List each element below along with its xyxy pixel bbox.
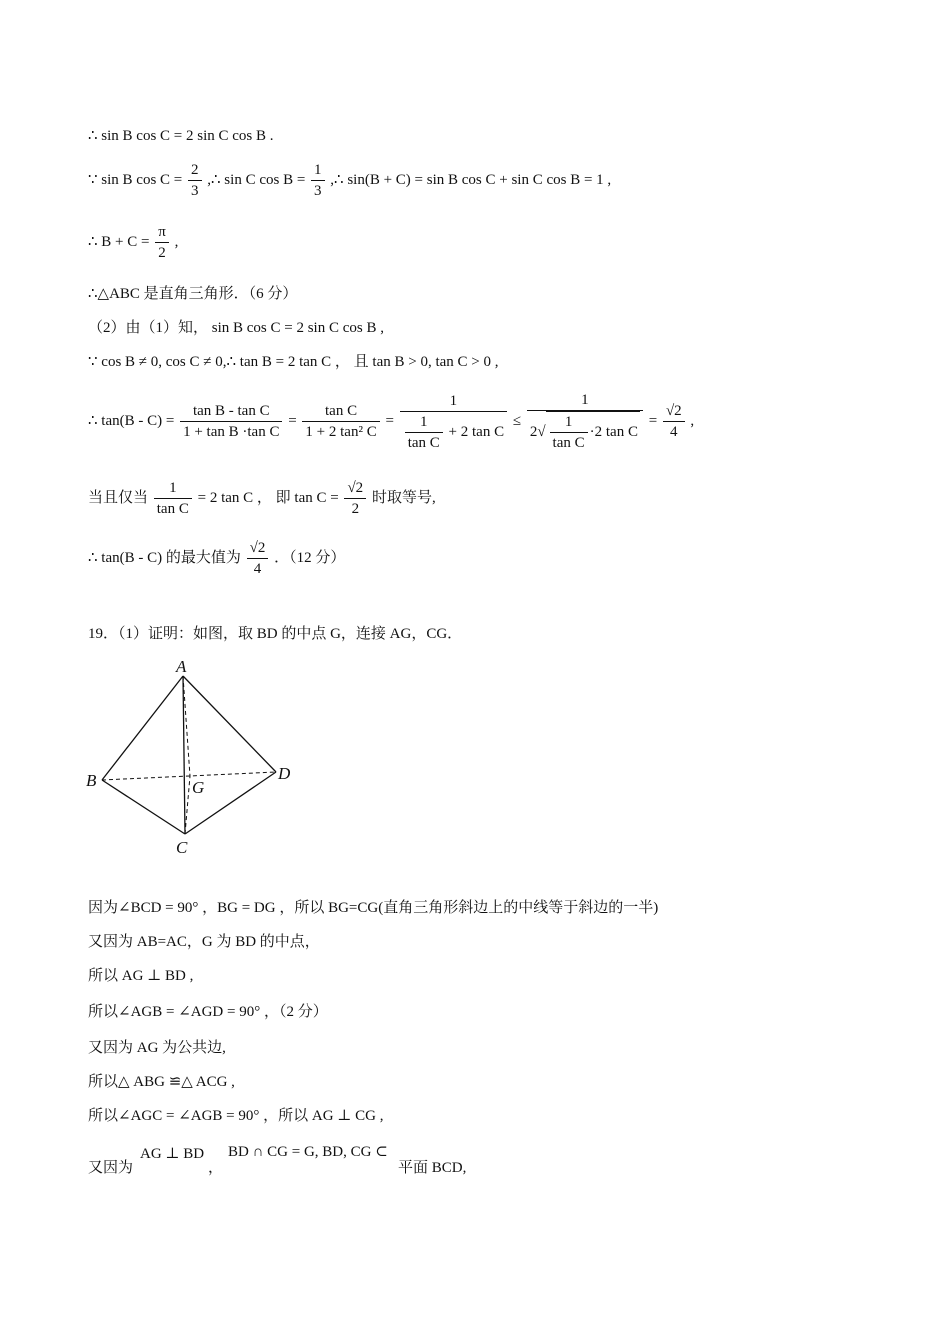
edge-ad [183, 676, 276, 772]
line-2-part-a: ∵ sin B cos C = [88, 171, 183, 188]
fraction-tan-diff [180, 401, 282, 442]
line-18-part-e: 平面 BCD, [398, 1160, 467, 1176]
fraction-numerator: 1 [311, 160, 325, 181]
label-d: D [278, 764, 291, 783]
equals-sign: = [385, 412, 394, 429]
line-3 [88, 222, 178, 263]
line-8-part-a: 当且仅当 [88, 489, 149, 506]
line-2-part-c: ,∴ sin(B + C) = sin B cos C + sin C cos B = 1 , [330, 171, 612, 188]
fraction-sqrt2-2 [344, 478, 366, 519]
line-8 [88, 478, 436, 519]
fraction-denominator: 4 [670, 424, 678, 440]
fraction-numerator: tan B - tan C [180, 401, 282, 422]
line-18-part-b: AG ⊥ BD [140, 1146, 205, 1162]
edge-ab [102, 676, 183, 780]
line-6: ∵ cos B ≠ 0, cos C ≠ 0,∴ tan B = 2 tan C ， 且 tan B > 0, tan C > 0 , [88, 354, 499, 370]
coefficient: 2 [529, 423, 538, 440]
fraction-1-tanc [154, 478, 192, 519]
label-g: G [192, 778, 205, 797]
fraction-denominator: 1 + tan B ·tan C [183, 424, 280, 440]
label-c: C [176, 838, 188, 857]
line-2 [88, 160, 611, 201]
line-10: 19．（1）证明：如图，取 BD 的中点 G，连接 AG，CG． [88, 626, 463, 642]
fraction-compound [400, 391, 507, 453]
fraction-numerator: √2 [663, 401, 685, 422]
sqrt-sign: √ [537, 423, 546, 440]
fraction-numerator: π [155, 222, 169, 243]
line-16: 所以△ ABG ≌△ ACG , [88, 1074, 235, 1090]
fraction-numerator: 1 [400, 391, 507, 412]
denominator-rest: + 2 tan C [448, 423, 505, 440]
fraction-am-gm [527, 390, 643, 453]
fraction-denominator: 2 [158, 245, 166, 261]
tetrahedron-figure [80, 652, 320, 862]
sqrt-rest: ·2 tan C [589, 423, 638, 440]
fraction-numerator: √2 [247, 538, 269, 559]
label-b: B [86, 771, 97, 790]
line-18-part-a: 又因为 [88, 1160, 134, 1176]
label-a: A [176, 657, 187, 676]
line-15: 又因为 AG 为公共边, [88, 1040, 226, 1056]
fraction-denominator [527, 411, 643, 453]
fraction-denominator [400, 412, 507, 453]
comma: , [690, 412, 695, 429]
line-9-part-a: ∴ tan(B - C) 的最大值为 [88, 549, 241, 566]
line-9-part-b: ．（12 分） [274, 549, 346, 566]
line-5: （2）由（1）知， sin B cos C = 2 sin C cos B , [88, 320, 384, 336]
edge-bd-hidden [102, 772, 276, 780]
fraction-denominator: 2 [351, 501, 360, 517]
line-1: ∴ sin B cos C = 2 sin C cos B . [88, 128, 274, 144]
sqrt-body [546, 411, 640, 453]
line-9 [88, 538, 345, 579]
fraction-numerator: 1 [405, 412, 443, 433]
line-3-part-b: , [174, 233, 179, 250]
fraction-denominator: 1 + 2 tan² C [305, 424, 377, 440]
line-14: 所以∠AGB = ∠AGD = 90° ，（2 分） [88, 1004, 328, 1020]
fraction-max-value [247, 538, 269, 579]
line-4: ∴△ABC 是直角三角形．（6 分） [88, 286, 298, 302]
line-7 [88, 390, 694, 453]
line-3-part-a: ∴ B + C = [88, 233, 150, 250]
line-18-part-c: ， [208, 1160, 224, 1176]
fraction-numerator: 1 [154, 478, 192, 499]
line-7-part-a: ∴ tan(B - C) = [88, 412, 175, 429]
fraction-sqrt2-4 [663, 401, 685, 442]
equals-sign: = [648, 412, 658, 429]
fraction-numerator: √2 [344, 478, 366, 499]
line-2-part-b: ,∴ sin C cos B = [207, 171, 306, 188]
fraction-numerator: 1 [527, 390, 643, 411]
fraction-numerator: tan C [302, 401, 379, 422]
line-8-part-b: = 2 tan C ， 即 tan C = [197, 489, 339, 506]
fraction-numerator: 1 [550, 412, 588, 433]
line-8-part-c: 时取等号, [371, 489, 436, 506]
fraction-numerator: 2 [188, 160, 202, 181]
fraction-denominator: 3 [191, 183, 199, 199]
fraction-tanc [302, 401, 379, 442]
segment-cg-hidden [185, 776, 190, 834]
fraction-denominator: 4 [253, 561, 262, 577]
line-18-part-d: BD ∩ CG = G, BD, CG ⊂ [228, 1144, 388, 1160]
line-17: 所以∠AGC = ∠AGB = 90° ，所以 AG ⊥ CG , [88, 1108, 384, 1124]
fraction-denominator: 3 [314, 183, 322, 199]
edge-bc [102, 780, 185, 834]
inner-fraction [405, 412, 443, 453]
line-11: 因为∠BCD = 90° ，BG = DG ，所以 BG=CG(直角三角形斜边上的中线等于斜边的一半) [88, 900, 659, 916]
line-13: 所以 AG ⊥ BD , [88, 968, 194, 984]
line-12: 又因为 AB=AC，G 为 BD 的中点， [88, 934, 320, 950]
fraction-denominator: tan C [156, 501, 189, 517]
fraction-1-3 [311, 160, 325, 201]
fraction-denominator: tan C [407, 434, 440, 451]
equals-sign: = [288, 412, 297, 429]
le-sign: ≤ [512, 412, 522, 429]
fraction-pi-2 [155, 222, 169, 263]
fraction-denominator: tan C [552, 435, 585, 451]
fraction-2-3 [188, 160, 202, 201]
inner-fraction [550, 412, 588, 453]
